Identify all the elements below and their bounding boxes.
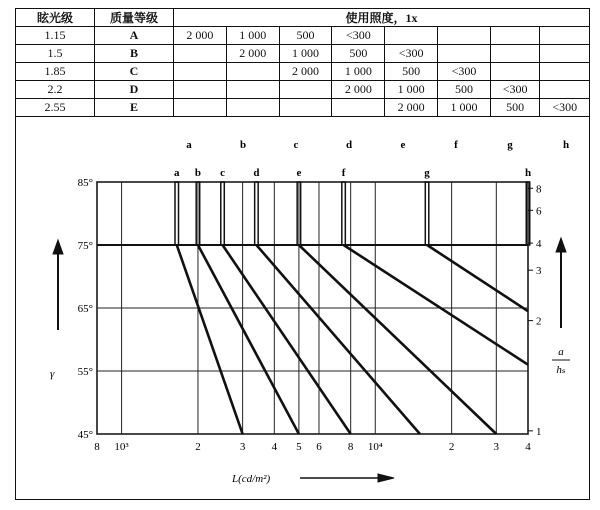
column-letter: h bbox=[562, 139, 570, 151]
illuminance-cell: 1 000 bbox=[385, 81, 438, 99]
grade-value: D bbox=[95, 81, 174, 99]
x-arrow-head bbox=[378, 474, 394, 482]
x-tick-label: 2 bbox=[195, 441, 201, 453]
x-tick-label: 3 bbox=[493, 441, 500, 453]
curve-label-h: h bbox=[524, 167, 532, 179]
illuminance-cell: 2 000 bbox=[385, 99, 438, 117]
x-tick-label: 6 bbox=[316, 441, 322, 453]
illuminance-cell: 1 000 bbox=[279, 45, 332, 63]
illuminance-cell: 500 bbox=[332, 45, 385, 63]
illuminance-cell: 500 bbox=[385, 63, 438, 81]
curve-label-f: f bbox=[341, 167, 346, 179]
column-letter: b bbox=[239, 139, 247, 151]
header-grade: 质量等级 bbox=[95, 9, 174, 27]
curve-vertical-d bbox=[255, 182, 259, 245]
column-letter: c bbox=[293, 139, 299, 151]
x-tick-label: 10³ bbox=[114, 441, 129, 453]
column-letter: e bbox=[400, 139, 406, 151]
header-illuminance: 使用照度，1x bbox=[174, 9, 590, 27]
illuminance-cell: <300 bbox=[385, 45, 438, 63]
glare-value: 1.15 bbox=[16, 27, 95, 45]
grade-value: A bbox=[95, 27, 174, 45]
curve-slope-d bbox=[256, 245, 420, 434]
header-glare: 眩光级 bbox=[16, 9, 95, 27]
y-tick-label: 45° bbox=[77, 429, 93, 441]
illuminance-cell: 1 000 bbox=[332, 63, 385, 81]
right-arrow-head bbox=[556, 238, 566, 252]
curve-vertical-g bbox=[425, 182, 429, 245]
x-tick-label: 2 bbox=[448, 441, 455, 453]
right-tick-label: 8 bbox=[536, 183, 542, 196]
y-tick-label: 85° bbox=[77, 177, 93, 189]
curve-slope-g bbox=[427, 245, 528, 311]
right-tick-label: 4 bbox=[536, 238, 542, 251]
glare-value: 2.2 bbox=[16, 81, 95, 99]
x-axis-label: L(cd/m²) bbox=[232, 473, 271, 485]
curve-slope-a bbox=[177, 245, 243, 434]
x-tick-label: 10⁴ bbox=[367, 441, 383, 453]
illuminance-cell: <300 bbox=[438, 63, 491, 81]
curve-slope-e bbox=[299, 245, 496, 434]
column-letter: g bbox=[507, 139, 513, 151]
illuminance-cell: 500 bbox=[279, 27, 332, 45]
illuminance-cell: 2 000 bbox=[332, 81, 385, 99]
x-tick-label: 8 bbox=[347, 441, 354, 453]
illuminance-cell: 2 000 bbox=[174, 27, 227, 45]
glare-value: 1.5 bbox=[16, 45, 95, 63]
curve-slope-f bbox=[344, 245, 528, 365]
illuminance-cell: 2 000 bbox=[226, 45, 279, 63]
x-tick-label: 8 bbox=[94, 441, 100, 453]
y-tick-label: 65° bbox=[77, 303, 93, 315]
right-label-num: a bbox=[558, 346, 564, 358]
curve-vertical-a bbox=[175, 182, 179, 245]
x-tick-label: 4 bbox=[525, 441, 531, 453]
column-letter: d bbox=[345, 139, 353, 151]
y-tick-label: 55° bbox=[77, 366, 93, 378]
grade-value: E bbox=[95, 99, 174, 117]
curve-label-d: d bbox=[253, 167, 260, 179]
x-tick-label: 3 bbox=[239, 441, 246, 453]
illuminance-cell: 2 000 bbox=[279, 63, 332, 81]
curve-label-a: a bbox=[174, 167, 180, 179]
curve-vertical-f bbox=[342, 182, 346, 245]
illuminance-cell: <300 bbox=[490, 81, 540, 99]
illuminance-cell: <300 bbox=[540, 99, 590, 117]
right-tick-label: 2 bbox=[536, 315, 542, 328]
right-tick-label: 1 bbox=[536, 425, 542, 438]
right-tick-label: 6 bbox=[536, 205, 542, 218]
column-letter: f bbox=[454, 139, 458, 151]
curve-label-e: e bbox=[296, 167, 302, 179]
y-tick-label: 75° bbox=[77, 240, 93, 252]
column-letter: a bbox=[186, 139, 192, 151]
x-tick-label: 5 bbox=[296, 441, 302, 453]
curve-slope-b bbox=[198, 245, 299, 434]
curve-vertical-c bbox=[221, 182, 225, 245]
glare-value: 2.55 bbox=[16, 99, 95, 117]
x-tick-label: 4 bbox=[271, 441, 278, 453]
right-label-den: hₛ bbox=[556, 364, 566, 376]
illuminance-cell: 500 bbox=[438, 81, 491, 99]
right-tick-label: 3 bbox=[536, 265, 542, 278]
illuminance-cell: 1 000 bbox=[438, 99, 491, 117]
illuminance-cell: 1 000 bbox=[226, 27, 279, 45]
curve-label-b: b bbox=[194, 167, 202, 179]
curve-slope-c bbox=[223, 245, 351, 434]
curve-label-c: c bbox=[220, 167, 225, 179]
grade-value: C bbox=[95, 63, 174, 81]
y-axis-label: γ bbox=[50, 368, 55, 380]
grade-value: B bbox=[95, 45, 174, 63]
glare-value: 1.85 bbox=[16, 63, 95, 81]
illuminance-cell: 500 bbox=[490, 99, 540, 117]
y-arrow-head bbox=[53, 240, 63, 254]
curve-label-g: g bbox=[424, 167, 430, 179]
illuminance-cell: <300 bbox=[332, 27, 385, 45]
